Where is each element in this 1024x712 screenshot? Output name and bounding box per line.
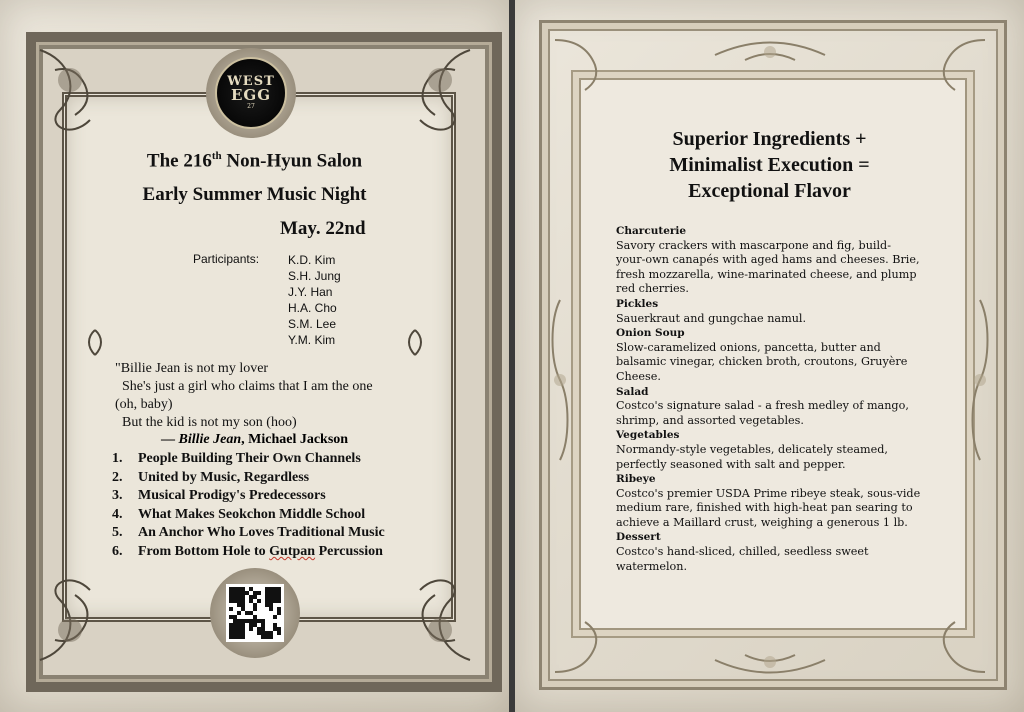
topic-text: An Anchor Who Loves Traditional Music [138, 525, 385, 541]
quote-attribution [161, 432, 348, 448]
salon-title [0, 150, 509, 172]
menu-item-desc-line: fresh mozzarella, wine-marinated cheese, and plump [616, 267, 917, 281]
quote-line: (oh, baby) [115, 397, 173, 412]
topic-list [112, 450, 385, 562]
menu-item [616, 326, 956, 384]
topic-item [112, 506, 385, 525]
participant-item: K.D. Kim [288, 253, 336, 267]
menu-item-desc-line: Savory crackers with mascarpone and fig, build- [616, 238, 891, 252]
menu-item [616, 472, 956, 530]
menu-item-desc-line: watermelon. [616, 559, 688, 573]
attribution-artist: , Michael Jackson [241, 432, 349, 447]
topic-text-before: From Bottom Hole to [138, 543, 270, 559]
participant-item: S.H. Jung [288, 269, 341, 283]
menu-item-desc-line: Costco's signature salad - a fresh medley of mango, [616, 399, 909, 413]
qr-code[interactable] [226, 584, 284, 642]
menu-item-name: Salad [616, 385, 649, 398]
topic-number: 3. [112, 488, 123, 504]
quote-line: She's just a girl who claims that I am the one [115, 379, 373, 394]
menu-card [515, 0, 1024, 712]
logo-text-number: 27 [247, 102, 255, 110]
attribution-song: Billie Jean [178, 432, 242, 447]
menu-title-line: Exceptional Flavor [688, 180, 851, 202]
menu-item-desc-line: Cheese. [616, 369, 661, 383]
menu-item-name: Vegetables [616, 429, 680, 442]
event-date: May. 22nd [280, 218, 366, 239]
topic-item [112, 487, 385, 506]
menu-item-desc-line: balsamic vinegar, chicken broth, croutons, Gruyère [616, 355, 908, 369]
menu-item-desc-line: Costco's premier USDA Prime ribeye steak, sous-vide [616, 486, 921, 500]
topic-item [112, 543, 385, 562]
topic-item [112, 469, 385, 488]
menu-item-desc-line: your-own canapés with aged hams and cheeses. Brie, [616, 253, 920, 267]
logo-medallion [206, 48, 296, 138]
menu-item [616, 530, 956, 574]
topic-text: People Building Their Own Channels [138, 451, 361, 466]
menu-item-name: Charcuterie [616, 225, 687, 237]
menu-item [616, 428, 956, 472]
menu-item-name: Pickles [616, 297, 659, 310]
topic-number: 6. [112, 543, 123, 559]
west-egg-logo [215, 57, 287, 129]
participant-item: H.A. Cho [288, 301, 337, 315]
menu-title [515, 126, 1024, 204]
topic-text: What Makes Seokchon Middle School [138, 506, 366, 522]
participants-list [288, 252, 341, 348]
menu-list [616, 224, 956, 574]
participant-item: J.Y. Han [288, 285, 333, 299]
menu-item-name: Onion Soup [616, 327, 685, 340]
menu-item-desc-line: Normandy-style vegetables, delicately steamed, [616, 442, 888, 456]
menu-item [616, 385, 956, 429]
qr-medallion [210, 568, 300, 658]
attribution-dash: — [161, 432, 179, 447]
menu-item-desc-line: medium rare, finished with high-heat pan searing to [616, 501, 913, 515]
menu-title-line: Superior Ingredients + [672, 128, 867, 150]
menu-item-desc-line: red cherries. [616, 282, 689, 296]
menu-item-desc-line: perfectly seasoned with salt and pepper. [616, 457, 846, 471]
menu-item-desc-line: Costco's hand-sliced, chilled, seedless sweet [616, 545, 869, 559]
salon-title-prefix: The 216 [146, 150, 212, 172]
topic-number: 4. [112, 506, 123, 522]
participants-label: Participants: [193, 252, 260, 266]
quote-line: But the kid is not my son (hoo) [115, 415, 297, 430]
menu-title-line: Minimalist Execution = [669, 154, 870, 176]
topic-number: 2. [112, 469, 123, 485]
menu-item-desc-line: achieve a Maillard crust, weighing a generous 1 lb. [616, 515, 908, 529]
topic-number: 1. [112, 451, 123, 466]
menu-item-desc-line: Sauerkraut and gungchae namul. [616, 311, 807, 325]
topic-text: Musical Prodigy's Predecessors [138, 488, 326, 504]
logo-text-egg: EGG [230, 85, 272, 104]
topic-item [112, 450, 385, 469]
invitation-card [0, 0, 509, 712]
menu-item [616, 297, 956, 326]
topic-item [112, 524, 385, 543]
menu-item-name: Dessert [616, 531, 661, 544]
participant-item: Y.M. Kim [288, 333, 336, 347]
logo-text-west: WEST [227, 73, 275, 89]
song-quote [115, 360, 415, 432]
topic-text-after: Percussion [315, 543, 383, 559]
topic-text: United by Music, Regardless [138, 469, 310, 485]
menu-item-desc-line: Slow-caramelized onions, pancetta, butter and [616, 340, 881, 354]
event-title: Early Summer Music Night [142, 184, 367, 205]
menu-item [616, 224, 956, 297]
participant-item: S.M. Lee [288, 317, 337, 331]
topic-text-spellcheck: Gutpan [269, 543, 316, 559]
salon-title-sup: th [211, 150, 222, 162]
quote-line: "Billie Jean is not my lover [115, 361, 269, 376]
salon-title-suffix: Non-Hyun Salon [221, 150, 363, 172]
menu-item-desc-line: shrimp, and assorted vegetables. [616, 413, 804, 427]
topic-number: 5. [112, 525, 123, 541]
menu-item-name: Ribeye [616, 473, 656, 486]
